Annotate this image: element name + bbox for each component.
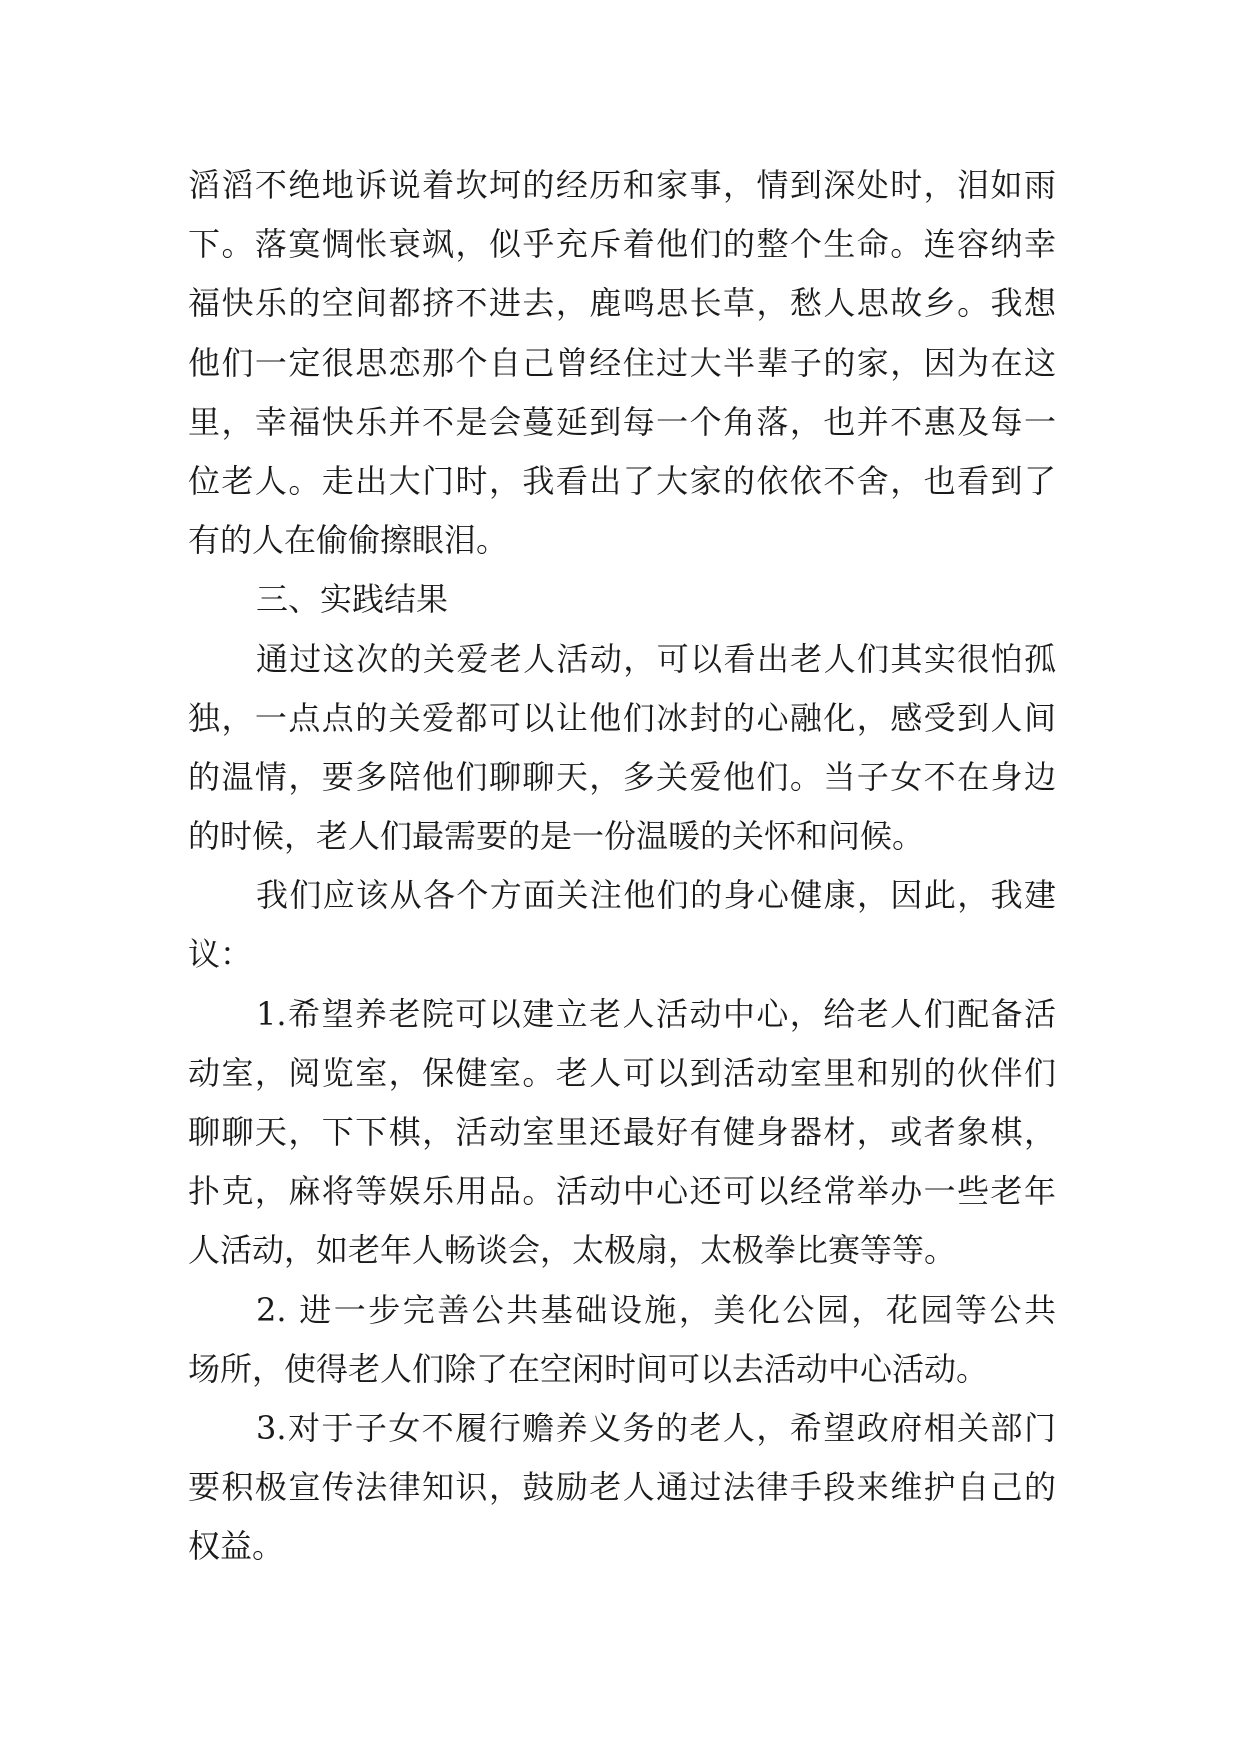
list-item-line: 1.希望养老院可以建立老人活动中心，给老人们配备活 [256,994,1056,1033]
paragraph-line: 议： [188,935,253,974]
paragraph-line: 通过这次的关爱老人活动，可以看出老人们其实很怕孤 [256,639,1056,678]
list-item-line: 聊聊天，下下棋，活动室里还最好有健身器材，或者象棋， [188,1113,1056,1151]
paragraph-line: 滔滔不绝地诉说着坎坷的经历和家事，情到深处时，泪如雨 [188,166,1056,204]
list-item-line: 人活动，如老年人畅谈会，太极扇，太极拳比赛等等。 [188,1231,957,1270]
list-item-line: 要积极宣传法律知识，鼓励老人通过法律手段来维护自己的 [188,1468,1056,1507]
body-text [188,156,1056,1577]
paragraph-line: 位老人。走出大门时，我看出了大家的依依不舍，也看到了 [188,461,1056,500]
paragraph-line: 他们一定很思恋那个自己曾经住过大半辈子的家，因为在这 [188,343,1056,382]
paragraph-line: 我们应该从各个方面关注他们的身心健康，因此，我建 [256,876,1056,915]
paragraph-line: 福快乐的空间都挤不进去，鹿鸣思长草，愁人思故乡。我想 [188,284,1056,323]
list-item-line: 权益。 [188,1527,285,1566]
section-heading: 三、实践结果 [256,580,449,619]
paragraph-line: 下。落寞惆怅衰飒，似乎充斥着他们的整个生命。连容纳幸 [188,225,1056,264]
list-item-line: 动室，阅览室，保健室。老人可以到活动室里和别的伙伴们 [188,1053,1056,1092]
list-item-line: 场所，使得老人们除了在空闲时间可以去活动中心活动。 [188,1349,989,1388]
paragraph-line: 有的人在偷偷擦眼泪。 [188,521,509,560]
paragraph-line: 的时候，老人们最需要的是一份温暖的关怀和问候。 [188,817,925,856]
paragraph-line: 独，一点点的关爱都可以让他们冰封的心融化，感受到人间 [188,698,1056,737]
list-item-line: 2. 进一步完善公共基础设施，美化公园，花园等公共 [256,1290,1056,1329]
list-item-line: 扑克，麻将等娱乐用品。活动中心还可以经常举办一些老年 [188,1172,1056,1211]
paragraph-line: 的温情，要多陪他们聊聊天，多关爱他们。当子女不在身边 [188,757,1056,796]
paragraph-line: 里，幸福快乐并不是会蔓延到每一个角落，也并不惠及每一 [188,402,1056,441]
list-item-line: 3.对于子女不履行赡养义务的老人，希望政府相关部门 [256,1408,1056,1447]
